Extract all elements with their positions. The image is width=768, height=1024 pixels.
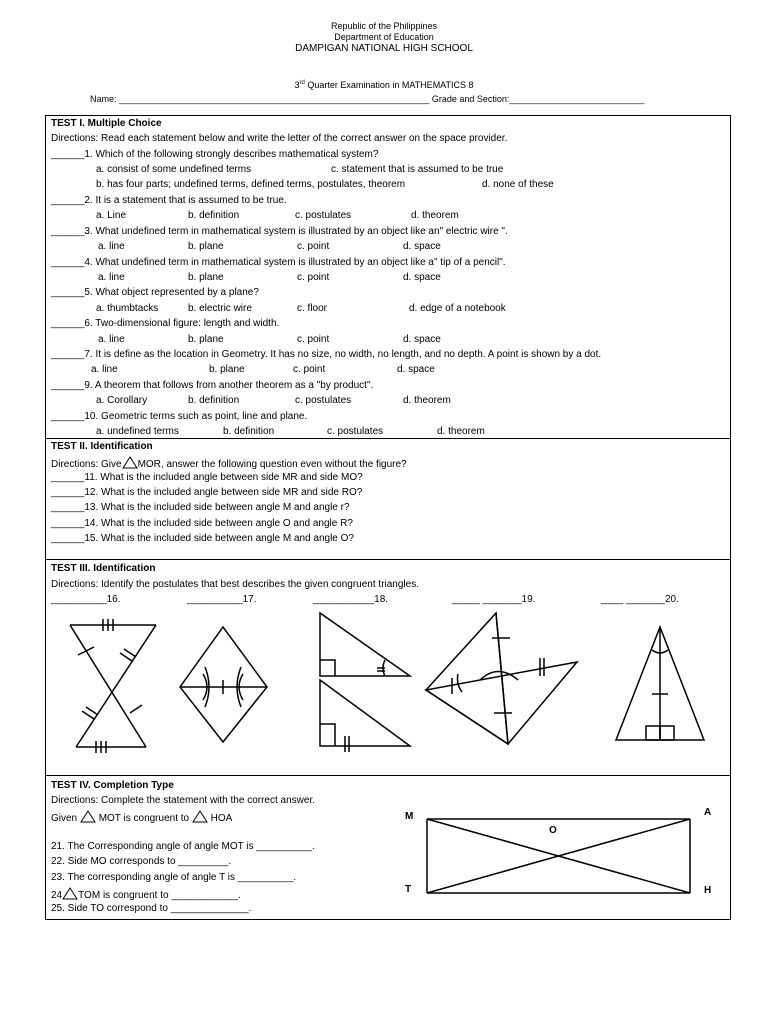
q2-option-a: a. Line [96,210,127,221]
q3-option-c: c. point [297,241,330,252]
blank-20: ____ _______20. [601,594,679,605]
q7-option-b: b. plane [209,364,245,375]
q7-option-d: d. space [397,364,435,375]
vertex-label-h: H [704,885,712,896]
blank-18: ___________18. [313,594,389,605]
vertex-label-t: T [405,884,412,895]
q10-option-a: a. undefined terms [96,426,179,437]
q9-option-d: d. theorem [403,395,451,406]
q5-option-d: d. edge of a notebook [409,303,506,314]
exam-title: 3rd Quarter Examination in MATHEMATICS 8 [294,80,474,90]
q9-option-c: c. postulates [295,395,352,406]
q1-option-c: c. statement that is assumed to be true [331,164,504,175]
q4-option-b: b. plane [188,272,224,283]
vertex-label-m: M [405,811,414,822]
q3-option-b: b. plane [188,241,224,252]
triangle-icon [62,887,78,900]
figure-18-right-triangles [315,608,415,753]
question-10: ______10. Geometric terms such as point, line and plane. [51,411,308,422]
test4-heading: TEST IV. Completion Type [51,780,174,791]
test2-directions: Directions: Give MOR, answer the following question even without the figure? [51,456,407,471]
question-4: ______4. What undefined term in mathematical system is illustrated by an object like a" tip of a pencil". [51,257,506,268]
blank-16: __________16. [51,594,121,605]
triangle-icon [80,810,96,823]
figure-17-kite [175,622,275,747]
question-25: 25. Side TO correspond to ______________. [51,903,252,914]
q10-option-c: c. postulates [327,426,384,437]
q1-option-b: b. has four parts; undefined terms, defined terms, postulates, theorem [96,179,406,190]
q3-option-a: a. line [98,241,125,252]
header-republic: Republic of the Philippines [330,21,438,31]
test3-heading: TEST III. Identification [51,563,156,574]
q3-option-d: d. space [403,241,441,252]
test3-directions: Directions: Identify the postulates that best describes the given congruent triangles. [51,579,419,590]
test2-heading: TEST II. Identification [51,441,153,452]
q7-option-a: a. line [91,364,118,375]
question-1: ______1. Which of the following strongly describes mathematical system? [51,149,379,160]
q4-option-d: d. space [403,272,441,283]
q4-option-c: c. point [297,272,330,283]
q2-option-b: b. definition [188,210,240,221]
vertex-label-o: O [549,825,557,836]
q9-option-a: a. Corollary [96,395,148,406]
figure-20-isosceles [610,622,710,747]
header-department: Department of Education [334,32,434,42]
blank-17: __________17. [187,594,257,605]
q10-option-b: b. definition [223,426,275,437]
question-2: ______2. It is a statement that is assumed to be true. [51,195,287,206]
question-5: ______5. What object represented by a plane? [51,287,259,298]
triangle-icon [192,810,208,823]
q9-option-b: b. definition [188,395,240,406]
figure-mot-hoa [400,805,720,900]
question-23: 23. The corresponding angle of angle T is __________. [51,872,297,883]
q10-option-d: d. theorem [437,426,485,437]
figure-16-bowtie [60,615,170,755]
question-14: ______14. What is the included side between angle O and angle R? [51,518,353,529]
q5-option-b: b. electric wire [188,303,252,314]
q6-option-c: c. point [297,334,330,345]
question-22: 22. Side MO corresponds to _________. [51,856,232,867]
test1-directions: Directions: Read each statement below and write the letter of the correct answer on the space provider. [51,133,508,144]
question-15: ______15. What is the included side between angle M and angle O? [51,533,354,544]
test2-section [45,438,731,560]
question-3: ______3. What undefined term in mathematical system is illustrated by an object like an" electric wire ". [51,226,508,237]
q7-option-c: c. point [293,364,326,375]
q6-option-b: b. plane [188,334,224,345]
q6-option-a: a. line [98,334,125,345]
q2-option-c: c. postulates [295,210,352,221]
test1-section [45,115,731,439]
header-school: DAMPIGAN NATIONAL HIGH SCHOOL [295,43,473,54]
question-24: 24 TOM is congruent to ____________. [51,887,241,902]
q1-option-a: a. consist of some undefined terms [96,164,252,175]
q4-option-a: a. line [98,272,125,283]
test4-directions: Directions: Complete the statement with the correct answer. [51,795,316,806]
vertex-label-a: A [704,807,712,818]
q6-option-d: d. space [403,334,441,345]
test4-given: Given MOT is congruent to HOA [51,810,232,825]
question-12: ______12. What is the included angle between side MR and side RO? [51,487,363,498]
question-6: ______6. Two-dimensional figure: length and width. [51,318,280,329]
q5-option-a: a. thumbtacks [96,303,159,314]
name-grade-line: Name: ______________________________________________________________ Grade and Section:___________________________ [90,94,645,104]
triangle-icon [122,456,138,469]
q2-option-d: d. theorem [411,210,459,221]
test1-heading: TEST I. Multiple Choice [51,118,162,129]
question-7: ______7. It is define as the location in Geometry. It has no size, no width, no length, and no depth. A point is shown by a dot. [51,349,602,360]
question-11: ______11. What is the included angle between side MR and side MO? [51,472,363,483]
figure-19-crossing-triangles [422,608,582,748]
q1-option-d: d. none of these [482,179,554,190]
q5-option-c: c. floor [297,303,328,314]
question-9: ______9. A theorem that follows from another theorem as a "by product". [51,380,374,391]
blank-19: _____ _______19. [452,594,536,605]
question-21: 21. The Corresponding angle of angle MOT is __________. [51,841,315,852]
question-13: ______13. What is the included side between angle M and angle r? [51,502,350,513]
